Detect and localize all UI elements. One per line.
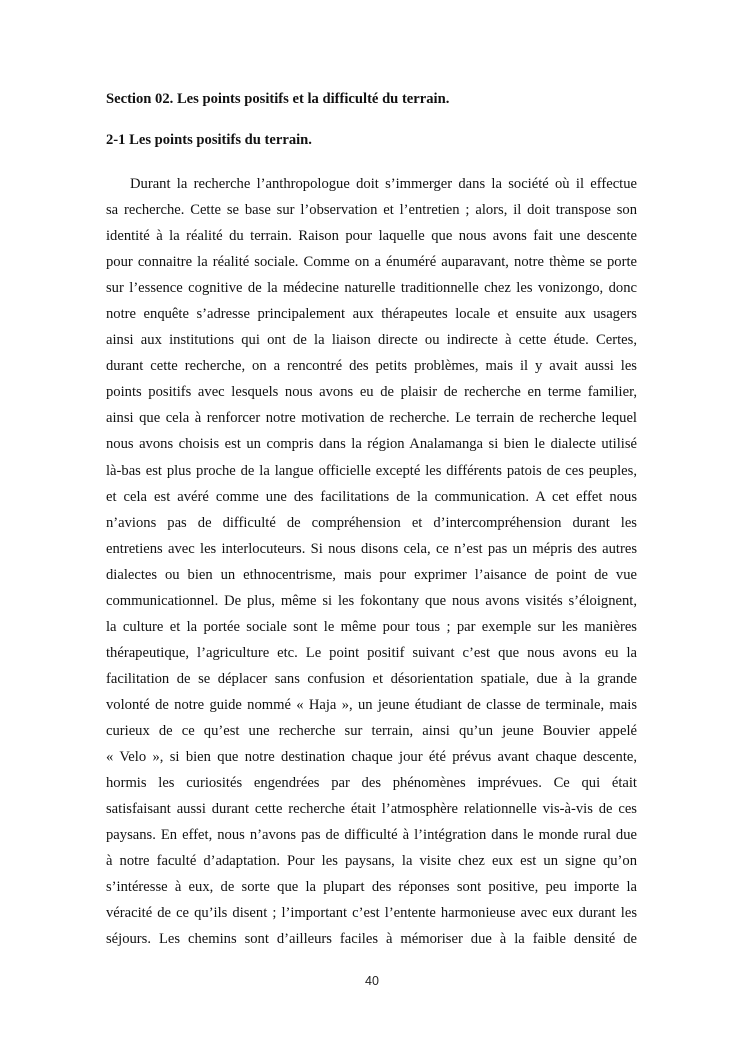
page-number: 40	[365, 974, 379, 988]
paragraph-line: Durant la recherche l’anthropologue doit s’immerger dans la société où il effectue	[130, 176, 637, 192]
paragraph-line: satisfaisant aussi durant cette recherche était l’atmosphère relationnelle vis-à-vis de ces	[106, 801, 637, 818]
paragraph-line: la culture et la portée sociale sont le même pour tous ; par exemple sur les manières	[106, 618, 637, 635]
paragraph-line: durant cette recherche, on a rencontré des petits problèmes, mais il y avait aussi les	[106, 358, 637, 375]
paragraph-line: « Velo », si bien que notre destination chaque jour été prévus avant chaque descente,	[106, 749, 637, 766]
paragraph-line: nous avons choisis est un compris dans la région Analamanga si bien le dialecte utilisé	[106, 436, 637, 453]
paragraph-line: et cela est avéré comme une des facilitations de la communication. A cet effet nous	[106, 488, 637, 505]
paragraph-line: à notre faculté d’adaptation. Pour les paysans, la visite chez eux est un signe qu’on	[106, 853, 637, 870]
subsection-title: 2-1 Les points positifs du terrain.	[106, 132, 312, 148]
paragraph-line: identité à la réalité du terrain. Raison pour laquelle que nous avons fait une descente	[106, 228, 637, 245]
paragraph-line: facilitation de se déplacer sans confusion et désorientation spatiale, due à la grande	[106, 670, 637, 687]
paragraph-line: volonté de notre guide nommé « Haja », un jeune étudiant de classe de terminale, mais	[106, 696, 637, 713]
paragraph-line: sa recherche. Cette se base sur l’observation et l’entretien ; alors, il doit transpose son	[106, 202, 637, 219]
paragraph-line: ainsi aux institutions qui ont de la liaison directe ou indirecte à cette étude. Certes,	[106, 332, 637, 349]
paragraph-line: n’avions pas de difficulté de compréhension et d’intercompréhension durant les	[106, 514, 637, 531]
paragraph-line: là-bas est plus proche de la langue officielle excepté les différents patois de ces peuples,	[106, 462, 637, 479]
paragraph-line: paysans. En effet, nous n’avons pas de difficulté à l’intégration dans le monde rural due	[106, 827, 637, 844]
paragraph-line: points positifs avec lesquels nous avons eu de plaisir de recherche en terme familier,	[106, 384, 637, 401]
paragraph-line: hormis les curiosités engendrées par des phénomènes imprévues. Ce qui était	[106, 775, 637, 792]
paragraph-line: pour connaitre la réalité sociale. Comme on a énuméré auparavant, notre thème se porte	[106, 254, 637, 271]
paragraph-line: thérapeutique, l’agriculture etc. Le point positif suivant c’est que nous avons eu la	[106, 644, 637, 661]
paragraph-line: véracité de ce qu’ils disent ; l’important c’est l’entente harmonieuse avec eux durant les	[106, 905, 637, 922]
section-title: Section 02. Les points positifs et la difficulté du terrain.	[106, 91, 450, 107]
paragraph-line: séjours. Les chemins sont d’ailleurs faciles à mémoriser due à la faible densité de	[106, 931, 637, 948]
paragraph-line: entretiens avec les interlocuteurs. Si nous disons cela, ce n’est pas un mépris des autres	[106, 540, 637, 557]
paragraph-line: sur l’essence cognitive de la médecine naturelle traditionnelle chez les vonizongo, donc	[106, 280, 637, 297]
paragraph-line: notre enquête s’adresse principalement aux thérapeutes locale et ensuite aux usagers	[106, 306, 637, 323]
paragraph-line: s’intéresse à eux, de sorte que la plupart des réponses sont positive, peu importe la	[106, 879, 637, 896]
body-paragraph	[106, 171, 637, 952]
paragraph-line: curieux de ce qu’est une recherche sur terrain, ainsi qu’un jeune Bouvier appelé	[106, 722, 637, 739]
paragraph-line: communicationnel. De plus, même si les fokontany que nous avons visités s’éloignent,	[106, 592, 637, 609]
paragraph-line: dialectes ou bien un ethnocentrisme, mais pour exprimer l’aisance de point de vue	[106, 566, 637, 583]
paragraph-line: ainsi que cela à renforcer notre motivation de recherche. Le terrain de recherche lequel	[106, 410, 637, 427]
